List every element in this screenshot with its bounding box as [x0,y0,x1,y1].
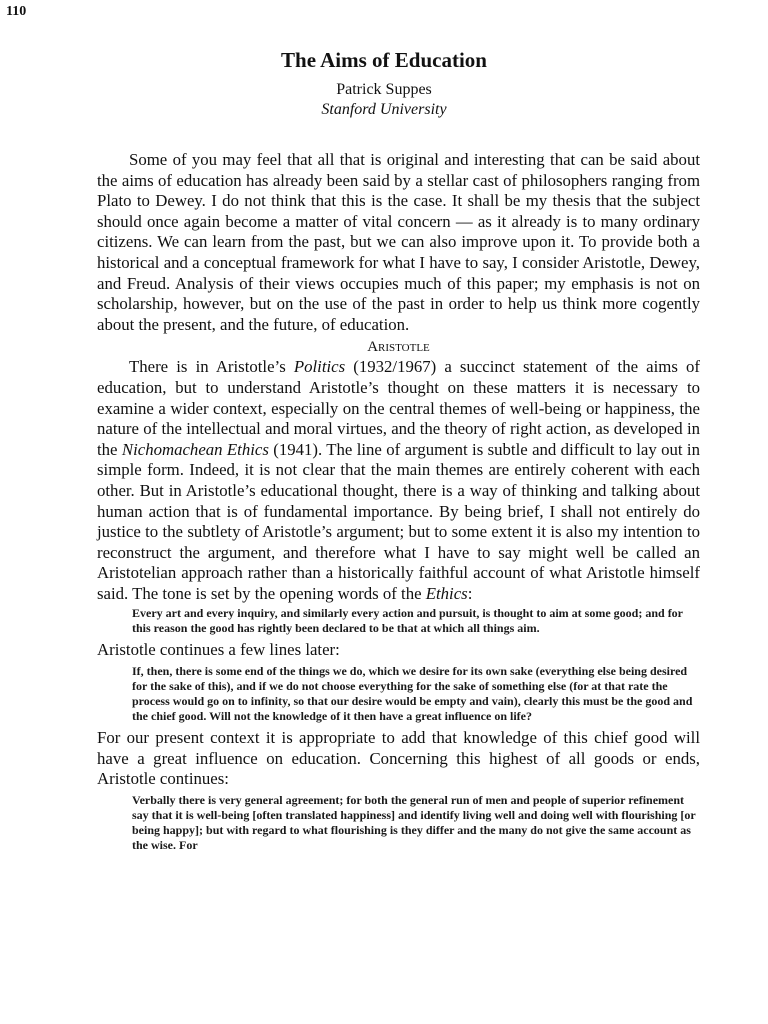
section-heading-aristotle: Aristotle [367,339,430,356]
transition-paragraph: Aristotle continues a few lines later: [97,640,340,660]
ethics-short-title: Ethics [425,583,468,603]
text-span: (1941). The line of argument is subtle and difficult to lay out in simple form. Indeed, it is not clear that the main themes are entirely coherent with each other. But in Aristotle’s educational thought, there is a way of thinking and talking about human action that is of fundamental importance. By being brief, I shall not entirely do justice to the subtlety of Aristotle’s argument; but to some extent it is also my intention to reconstruct the argument, and therefore what I have to say might well be called an Aristotelian approach rather than a historically faithful account of what Aristotle himself said. The tone is set by the opening words of the [97,439,700,603]
article-header [0,46,768,120]
text-span: (1932/1967) a succinct statement of the aims of education, but to understand Aristotle’s thought on these matters it is necessary to examine a wider context, especially on the central themes of well-being or happiness, the nature of the intellectual and moral virtues, and the theory of right action, as developed in the [97,357,700,459]
article-body [97,150,700,857]
block-quote-3: Verbally there is very general agreement; for both the general run of men and people of superior refinement say that it is well-being [often translated happiness] and identify living well and doing well with flourishing [or being happy]; but with regard to what flourishing is they differ and the many do not give the same account as the wise. For [132,792,696,852]
block-quote-2: If, then, there is some end of the things we do, which we desire for its own sake (everything else being desired for the sake of this), and if we do not choose everything for the sake of something else (for at that rate the process would go on to infinity, so that our desire would be empty and vain), clearly this must be the good and the chief good. Will not the knowledge of it then have a great influence on life? [132,664,693,724]
politics-title: Politics [293,357,346,377]
ethics-title: Nichomachean Ethics [121,439,269,459]
author-name: Patrick Suppes [336,81,432,98]
author-affiliation: Stanford University [321,101,447,118]
article-title: The Aims of Education [281,48,487,72]
page-number: 110 [6,4,27,19]
context-paragraph: For our present context it is appropriate to add that knowledge of this chief good will have a great influence on education. Concerning this highest of all goods or ends, Aristotle continues: [97,728,700,789]
text-span: There is in Aristotle’s [129,357,294,377]
text-span: : [467,583,473,603]
intro-paragraph: Some of you may feel that all that is original and interesting that can be said about the aims of education has already been said by a stellar cast of philosophers ranging from Plato to Dewey. I do not think that this is the case. It shall be my thesis that the subject should once again become a matter of vital concern — as it already is to many ordinary citizens. We can learn from the past, but we can also improve upon it. To provide both a historical and a conceptual framework for what I have to say, I consider Aristotle, Dewey, and Freud. Analysis of their views occupies much of this paper; my emphasis is not on scholarship, however, but on the use of the past in order to help us think more cogently about the present, and the future, of education. [97,150,700,334]
block-quote-1: Every art and every inquiry, and similarly every action and pursuit, is thought to aim at some good; and for this reason the good has rightly been declared to be that at which all things aim. [132,606,683,636]
aristotle-paragraph [97,357,700,604]
